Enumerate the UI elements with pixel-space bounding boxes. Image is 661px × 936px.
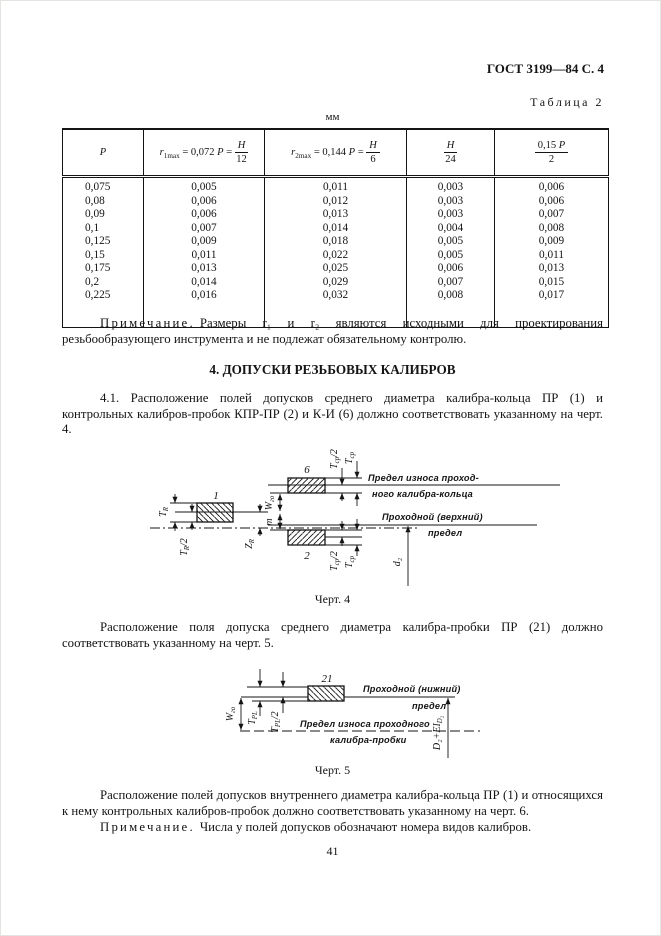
table-row (63, 208, 609, 222)
table-cell: 0,009 (538, 235, 565, 247)
table-cell: 0,007 (144, 222, 265, 236)
table-row (63, 262, 609, 276)
table-cell: 0,022 (265, 249, 407, 263)
table-cell: 0,1 (63, 222, 144, 236)
table-row (63, 276, 609, 290)
tolerance-field-plug-pr (308, 686, 344, 701)
table-cell: 0,125 (63, 235, 144, 249)
table-cell: 0,025 (265, 262, 407, 276)
annotation-go-line2: предел (428, 528, 463, 538)
annotation-go-line1: Проходной (верхний) (382, 512, 483, 522)
table-cell: 0,017 (538, 289, 565, 301)
dim-label-tcp-half-top: $T_{ср}/2$ (329, 449, 341, 469)
table-row (63, 222, 609, 236)
table-cell: 0,006 (144, 195, 265, 209)
section-heading: 4. ДОПУСКИ РЕЗЬБОВЫХ КАЛИБРОВ (209, 362, 456, 377)
annotation-wear-line2: ного калибра-кольца (372, 489, 473, 499)
table-cell: 0,018 (265, 235, 407, 249)
figure-caption-4: Черт. 4 (314, 592, 351, 606)
annotation-go-line2: предел (412, 701, 447, 711)
table-cell: 0,012 (265, 195, 407, 209)
table-cell: 0,075 (63, 177, 144, 195)
table-cell: 0,003 (407, 177, 495, 195)
figure-caption-5: Черт. 5 (314, 763, 351, 777)
page-number: 41 (326, 844, 339, 858)
column-header-r2max: $r_{2max} = 0,144$ P = $\frac{H}{6}$ (265, 129, 407, 177)
table-cell: 0,006 (538, 194, 565, 207)
table-caption: Таблица 2 (530, 95, 604, 109)
table-cell: 0,006 (538, 181, 565, 193)
annotation-wear-line1: Предел износа проходного (300, 719, 430, 729)
table-cell: 0,005 (144, 177, 265, 195)
tolerance-field-ring-pr (197, 503, 233, 522)
table-cell: 0,032 (265, 289, 407, 327)
tolerance-table (62, 128, 609, 328)
dim-label-tpl-half: $T_{PL}/2$ (270, 711, 282, 733)
table-cell: 0,008 (538, 221, 565, 234)
figure-chert-4 (145, 440, 615, 598)
table-cell: 0,007 (538, 208, 565, 220)
table-cell: 0,029 (265, 276, 407, 290)
table-row (63, 235, 609, 249)
column-header-r1max: $r_{1max} = 0,072$ P = $\frac{H}{12}$ (144, 129, 265, 177)
note-label: Примечание. (100, 820, 195, 834)
note-2 (62, 820, 603, 836)
table-cell: 0,013 (538, 262, 565, 274)
dim-label-m: m (264, 518, 275, 526)
table-cell: 0,011 (539, 248, 564, 261)
table-cell: 0,009 (144, 235, 265, 249)
annotation-wear-line1: Предел износа проход- (368, 473, 479, 483)
table-header-row (63, 129, 609, 177)
table-cell: 0,007 (407, 276, 495, 290)
table-cell: 0,013 (144, 262, 265, 276)
table-cell: 0,08 (63, 195, 144, 209)
table-cell: 0,011 (265, 177, 407, 195)
table-cell: 0,003 (407, 195, 495, 209)
unit-label: мм (325, 111, 340, 123)
tolerance-field-gauge-6 (288, 478, 325, 493)
table-cell: 0,225 (63, 289, 144, 327)
dim-label-wgo: $W_{го}$ (225, 706, 237, 722)
table-cell: 0,008 (407, 289, 495, 327)
dim-label-zr: $Z_R$ (244, 539, 256, 549)
column-header-h24: $\frac{H}{24}$ (407, 129, 495, 177)
dim-label-tpl: $T_{PL}$ (247, 711, 259, 725)
tolerance-field-gauge-2 (288, 530, 325, 545)
document-header: ГОСТ 3199—84 С. 4 (486, 61, 604, 76)
table-row (63, 177, 609, 195)
table-cell: 0,005 (407, 249, 495, 263)
field-number-1: 1 (213, 490, 219, 502)
dim-label-tr: $T_R$ (158, 507, 170, 517)
dim-label-d2ei: $D_2+EI_{D_2}$ (432, 715, 444, 751)
table-cell: 0,005 (407, 235, 495, 249)
table-cell: 0,2 (63, 276, 144, 290)
paragraph-6: Расположение полей допусков внутреннего диаметра калибра-кольца ПР (1) и относящихся к нему контрольных калибров-пробок должно соответствовать указанному на черт. 6. (62, 788, 603, 818)
table-cell: 0,004 (407, 222, 495, 236)
table-cell: 0,015 (538, 275, 565, 288)
figure-chert-5 (225, 658, 487, 770)
table-cell: 0,014 (144, 276, 265, 290)
note-body: Размеры r₁ и r₂ являются исходными для проектирования резьбообразующего инструмента и не подлежат обязательному контролю. (62, 316, 603, 346)
dim-label-tcp-bottom: $T_{ср}$ (344, 556, 356, 568)
table-row (63, 195, 609, 209)
table-cell: 0,175 (63, 262, 144, 276)
table-cell: 0,016 (144, 289, 265, 327)
annotation-wear-line2: калибра-пробки (330, 735, 407, 745)
table-cell: 0,011 (144, 249, 265, 263)
paragraph-5: Расположение поля допуска среднего диаметра калибра-пробки ПР (21) должно соответствовать указанному на черт. 5. (62, 620, 603, 650)
field-number-21: 21 (321, 673, 333, 685)
table-cell: 0,003 (407, 208, 495, 222)
dim-label-tcp-top: $T_{ср}$ (344, 452, 356, 464)
dim-label-wgo: $W_{го}$ (264, 495, 276, 511)
table-cell: 0,014 (265, 222, 407, 236)
table-row (63, 249, 609, 263)
dim-label-d2: d₂ (392, 557, 403, 567)
column-header-p: P (63, 129, 144, 177)
table-cell: 0,09 (63, 208, 144, 222)
column-header-015p2: $\frac{0,15 P}{2}$ (495, 129, 609, 177)
note-body: Числа у полей допусков обозначают номера видов калибров. (199, 820, 532, 834)
note-label: Примечание. (100, 316, 195, 330)
field-number-6: 6 (304, 464, 310, 476)
annotation-go-line1: Проходной (нижний) (363, 684, 461, 694)
dim-label-tr-half: $T_R/2$ (179, 538, 191, 556)
field-number-2: 2 (304, 550, 310, 562)
table-cell: 0,006 (144, 208, 265, 222)
table-cell: 0,006 (407, 262, 495, 276)
paragraph-4-1: 4.1. Расположение полей допусков среднего диаметра калибра-кольца ПР (1) и контрольных калибров-пробок КПР-ПР (2) и К-И (6) должно соответствовать указанному на черт. 4. (62, 391, 603, 437)
dim-label-tcp-half-bottom: $T_{ср}/2$ (329, 551, 341, 571)
table-cell: 0,013 (265, 208, 407, 222)
note-1 (62, 316, 603, 347)
table-cell: 0,15 (63, 249, 144, 263)
